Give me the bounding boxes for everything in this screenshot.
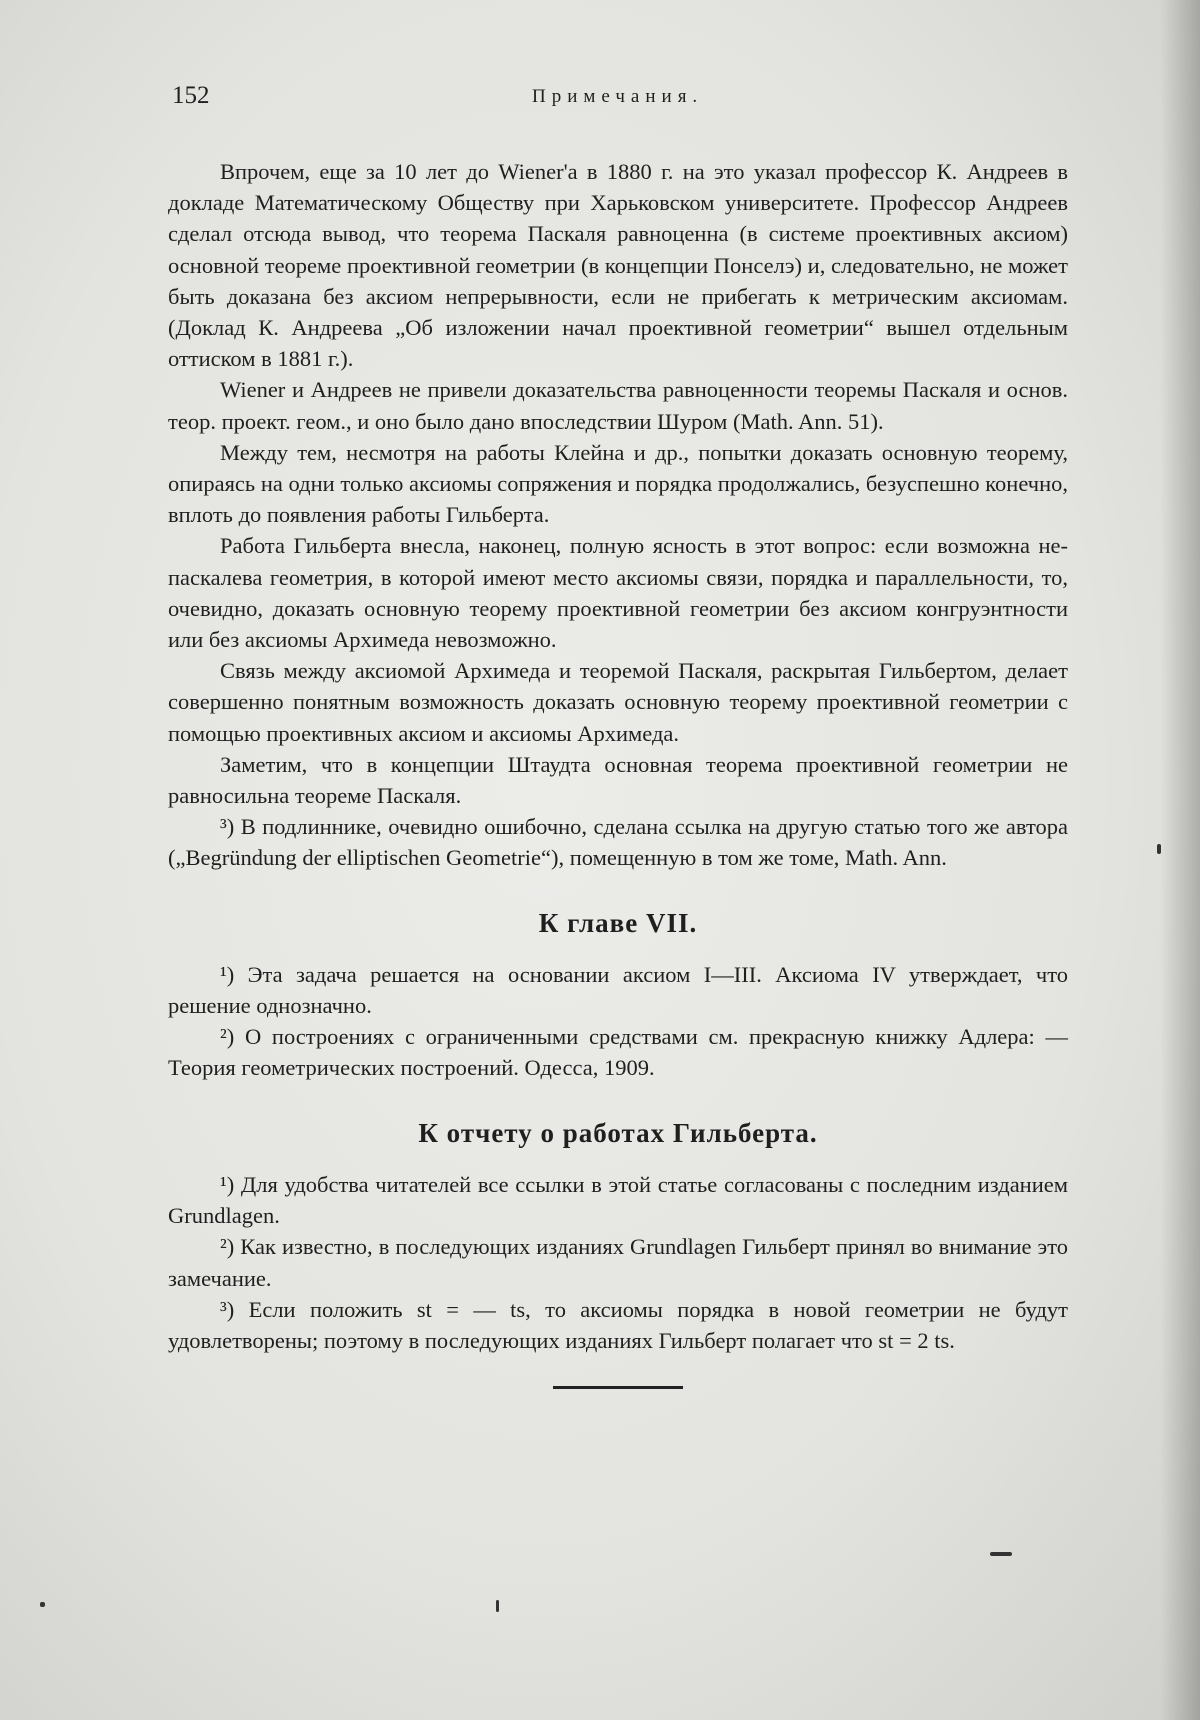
paragraph: Заметим, что в концепции Штаудта основная теорема проективной геометрии не равносильна теореме Паскаля.	[168, 751, 1068, 809]
scan-speck	[496, 1600, 499, 1612]
scan-speck	[990, 1552, 1012, 1556]
footnote: ²) О построениях с ограниченными средствами см. прекрасную книжку Адлера: — Теория геометрических построений. Одесса, 1909.	[168, 1024, 1068, 1081]
page-header	[172, 82, 1072, 122]
scan-speck	[1157, 844, 1161, 854]
closing-rule	[553, 1386, 683, 1389]
paragraph: Работа Гильберта внесла, наконец, полную ясность в этот вопрос: если возможна не-паскалева геометрия, в которой имеют место аксиомы связи, порядка и параллельности, то, очевидно, доказать основную теорему проективной геометрии без аксиом конгруэнтности или без аксиомы Архимеда невозможно.	[168, 533, 1068, 653]
section-heading: К отчету о работах Гильберта.	[418, 1117, 818, 1148]
paragraph: Связь между аксиомой Архимеда и теоремой Паскаля, раскрытая Гильбертом, делает совершенно понятным возможность доказать основную теорему проективной геометрии с помощью проективных аксиом и аксиомы Архимеда.	[168, 658, 1068, 746]
paragraph: Между тем, несмотря на работы Клейна и др., попытки доказать основную теорему, опираясь на одни только аксиомы сопряжения и порядка продолжались, безуспешно конечно, вплоть до появления работы Гильберта.	[168, 439, 1068, 528]
paragraph: Wiener и Андреев не привели доказательства равноценности теоремы Паскаля и основ. теор. проект. геом., и оно было дано впоследствии Шуром (Math. Ann. 51).	[168, 377, 1068, 434]
page-number: 152	[172, 82, 210, 109]
footnote: ¹) Эта задача решается на основании аксиом I—III. Аксиома IV утверждает, что решение однозначно.	[168, 961, 1068, 1019]
scan-speck	[40, 1602, 45, 1607]
footnote: ³) В подлиннике, очевидно ошибочно, сделана ссылка на другую статью того же автора („Begründung der elliptischen Geometrie“), помещенную в том же томе, Math. Ann.	[168, 814, 1068, 871]
footnote: ²) Как известно, в последующих изданиях Grundlagen Гильберт принял во внимание это замечание.	[168, 1234, 1068, 1291]
section-heading: К главе VII.	[538, 907, 698, 938]
footnote: ³) Если положить st = — ts, то аксиомы порядка в новой геометрии не будут удовлетворены; поэтому в последующих изданиях Гильберт полагает что st = 2 ts.	[168, 1296, 1068, 1353]
running-head: Примечания.	[532, 86, 704, 107]
paragraph: Впрочем, еще за 10 лет до Wiener'а в 1880 г. на это указал профессор К. Андреев в докладе Математическому Обществу при Харьковском университете. Профессор Андреев сделал отсюда вывод, что теорема Паскаля равноценна (в системе проективных аксиом) основной теореме проективной геометрии (в концепции Понселэ) и, следовательно, не может быть доказана без аксиом непрерывности, если не прибегать к метрическим аксиомам. (Доклад К. Андреева „Об изложении начал проективной геометрии“ вышел отдельным оттиском в 1881 г.).	[168, 159, 1068, 372]
footnote: ¹) Для удобства читателей все ссылки в этой статье согласованы с последним изданием Grundlagen.	[168, 1171, 1068, 1229]
page-body	[168, 156, 1068, 1389]
page-edge-shadow	[1160, 0, 1200, 1720]
